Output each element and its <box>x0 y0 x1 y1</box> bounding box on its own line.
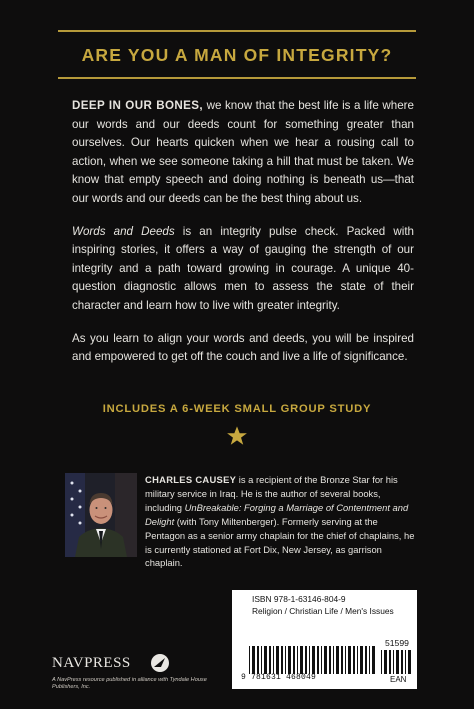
barcode-bar <box>381 650 382 674</box>
barcode-bar <box>309 646 310 674</box>
barcode-bar <box>329 646 331 674</box>
headline-rule <box>58 77 416 79</box>
description <box>72 97 414 381</box>
star-icon <box>226 425 248 447</box>
barcode-bar <box>408 650 411 674</box>
barcode-bar <box>293 646 295 674</box>
author-bio-text-1: is a recipient of the Bronze Star for his military service in Iraq. He is the author of several books, including <box>145 474 398 513</box>
isbn-info <box>252 594 394 617</box>
barcode-bar <box>321 646 322 674</box>
isbn-number: ISBN 978-1-63146-804-9 <box>252 594 346 604</box>
paragraph-2 <box>72 223 414 316</box>
barcode-digits: 9 781631 468049 <box>241 673 317 682</box>
barcode-bar <box>269 646 271 674</box>
author-bio <box>145 473 415 570</box>
barcode-bar <box>285 646 286 674</box>
isbn-barcode-box <box>232 590 417 689</box>
barcode-bar <box>276 646 279 674</box>
publisher-note: A NavPress resource published in alliance with Tyndale House Publishers, Inc. <box>52 677 207 691</box>
ean-label: EAN <box>390 675 407 684</box>
barcode-bar <box>261 646 262 674</box>
paragraph-1-text: we know that the best life is a life where our words and our deeds count for something greater than ourselves. Our hearts quicken when we hear a rousing call to action, when we see someone taking a hill that must be taken. We know that empty speech and doing nothing is beneath us—that our words and our deeds can be the best thing about us. <box>72 99 414 205</box>
author-book-title: UnBreakable: Forging a Marriage of Contentment and Delight <box>145 501 409 527</box>
barcode-bar <box>333 646 334 674</box>
barcode-bar <box>365 646 367 674</box>
barcode-bar <box>348 646 351 674</box>
author-bio-text-2: (with Tony Miltenberger). Formerly serving at the Pentagon as a senior army chaplain for the chief of chaplains, he is currently stationed at Fort Dix, New Jersey, as garrison chaplain. <box>145 515 415 569</box>
author-portrait-icon <box>65 473 137 557</box>
barcode-bar <box>369 646 370 674</box>
barcode-bar <box>264 646 267 674</box>
isbn-barcode <box>249 646 375 674</box>
barcode-bar <box>405 650 406 674</box>
barcode-bar <box>257 646 259 674</box>
barcode-bar <box>384 650 387 674</box>
top-rule <box>58 30 416 32</box>
barcode-bar <box>357 646 358 674</box>
barcode-bar <box>252 646 255 674</box>
barcode-bar <box>297 646 298 674</box>
barcode-bar <box>281 646 283 674</box>
price-code: 51599 <box>385 638 409 648</box>
headline: ARE YOU A MAN OF INTEGRITY? <box>81 45 393 65</box>
barcode-bar <box>345 646 346 674</box>
barcode-bar <box>401 650 403 674</box>
barcode-bar <box>312 646 315 674</box>
barcode-bar <box>324 646 327 674</box>
barcode-bar <box>360 646 363 674</box>
barcode-bar <box>300 646 303 674</box>
barcode-bar <box>249 646 250 674</box>
paragraph-3: As you learn to align your words and deeds, you will be inspired and empowered to get off the couch and live a life of significance. <box>72 331 414 364</box>
author-name: CHARLES CAUSEY <box>145 474 237 485</box>
barcode-bar <box>288 646 291 674</box>
barcode-bar <box>305 646 307 674</box>
group-study-subhead: INCLUDES A 6-WEEK SMALL GROUP STUDY <box>102 403 372 415</box>
book-title: Words and Deeds <box>72 224 175 238</box>
barcode-bar <box>389 650 391 674</box>
book-category: Religion / Christian Life / Men's Issues <box>252 605 394 616</box>
barcode-bar <box>317 646 319 674</box>
barcode-bar <box>273 646 274 674</box>
price-barcode <box>381 650 411 674</box>
navpress-compass-icon <box>150 653 170 673</box>
barcode-bar <box>393 650 394 674</box>
barcode-bar <box>336 646 339 674</box>
barcode-bar <box>341 646 343 674</box>
paragraph-2-text: is an integrity pulse check. Packed with inspiring stories, it offers a way of gauging the strength of our integrity and a path toward growing in courage. A unique 40-question diagnostic allows men to assess the state of their character and learn how to live with greater integrity. <box>72 224 414 312</box>
author-photo <box>65 473 137 557</box>
barcode-bar <box>396 650 399 674</box>
paragraph-1-lead: DEEP IN OUR BONES, <box>72 99 204 112</box>
paragraph-1 <box>72 97 414 209</box>
barcode-bar <box>372 646 375 674</box>
navpress-logo: NAVPRESS <box>52 655 131 671</box>
barcode-bar <box>353 646 355 674</box>
